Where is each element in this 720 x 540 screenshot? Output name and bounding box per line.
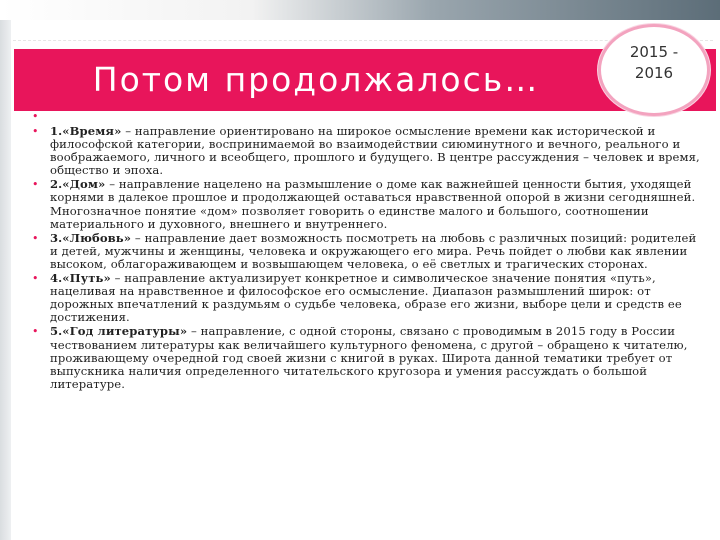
bullet-icon: • [32,110,39,123]
year-badge-line2: 2016 [634,64,674,82]
item-text: – направление ориентировано на широкое осмысление времени как исторической и философской категории, воспринимаемой во взаимодействии сиюминутного и вечного, реального и воображаемого, личного и всеобщего, прошлого и будущего. В центре рассуждения – человек и время, общество и эпоха. [50,124,700,178]
item-lead: 4.«Путь» [50,271,111,286]
year-badge-line1: 2015 - [629,43,679,61]
item-lead: 5.«Год литературы» [50,324,188,339]
bullet-icon: • [32,325,39,339]
list-item [28,325,700,390]
item-lead: 2.«Дом» [50,177,106,192]
item-text: – направление дает возможность посмотреть на любовь с различных позиций: родителей и детей, мужчины и женщины, человека и окружающего его мира. Речь пойдет о любви как явлении высоком, облагораживающем и возвышающем человека, о её светлых и трагических сторонах. [50,230,697,271]
bullet-icon: • [32,272,39,286]
slide-title: Потом продолжалось… [92,60,540,99]
year-badge-text [598,42,710,84]
dashed-divider [13,40,713,41]
list-item [28,272,700,324]
list-item [28,125,700,177]
list-item [28,178,700,230]
item-text: – направление актуализирует конкретное и символическое значение понятия «путь», нацеливая на нравственное и философское его осмысление. Диапазон размышлений широк: от дорожных впечатлений к раздумьям о судьбе человека, образе его жизни, выборе цели и средств ее достижения. [50,271,682,325]
item-lead: 3.«Любовь» [50,230,132,245]
bullet-icon: • [32,231,39,245]
top-decorative-bar [0,0,720,20]
list-item [28,232,700,271]
item-text: – направление, с одной стороны, связано с проводимым в 2015 году в России чествованием литературы как величайшего культурного феномена, с другой – обращено к читателю, проживающему очередной год своей жизни с книгой в руках. Широта данной тематики требует от выпускника наличия определенного читательского кругозора и умения рассуждать о большой литературе. [50,324,688,391]
item-text: – направление нацелено на размышление о доме как важнейшей ценности бытия, уходящей корнями в далекое прошлое и продолжающей оставаться нравственной опорой в жизни сегодняшней. Многозначное понятие «дом» позволяет говорить о единстве малого и большого, соотношении материального и духовного, внешнего и внутреннего. [50,177,696,231]
bullet-icon: • [32,125,39,138]
item-lead: 1.«Время» [50,124,122,138]
bullet-list [28,110,700,392]
bullet-icon: • [32,178,39,192]
list-item [28,110,700,124]
left-decorative-strip [0,20,11,540]
